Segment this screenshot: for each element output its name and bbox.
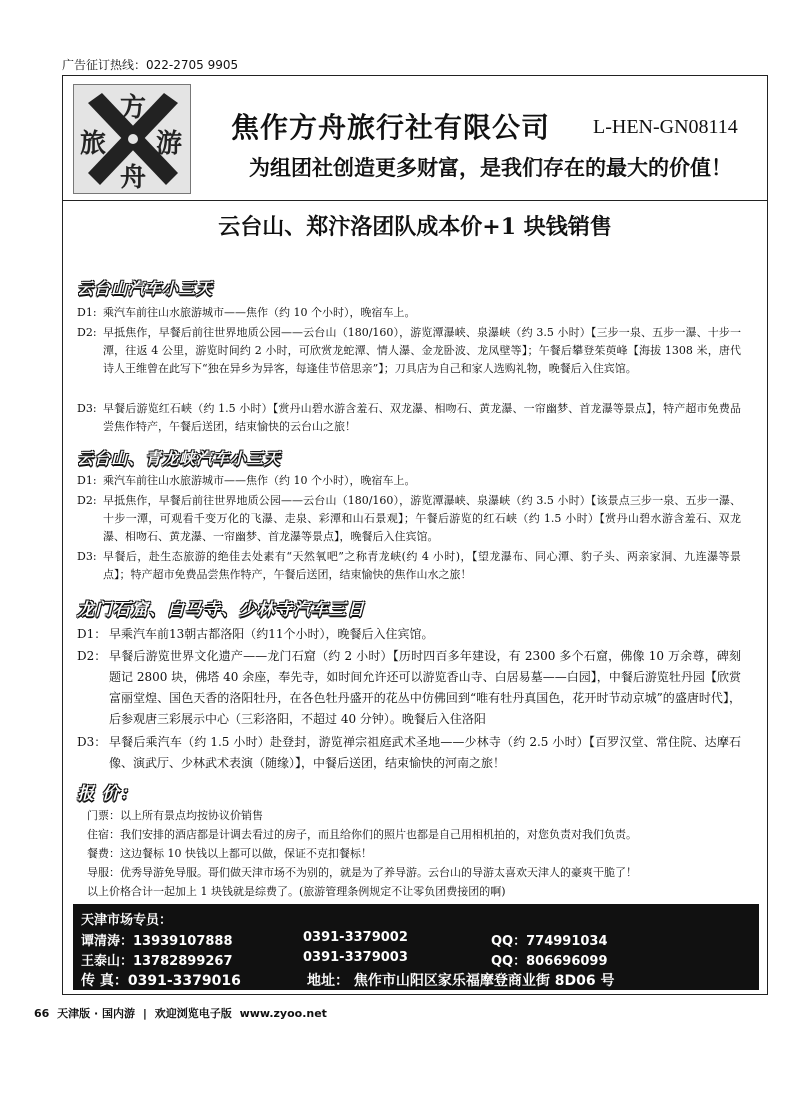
day-text: 早抵焦作，早餐后前往世界地质公园——云台山（180/160），游览潭瀑峡、泉瀑峡（约 3.5 小时）【该景点三步一泉、五步一瀑、十步一潭，可观看千变万化的飞瀑、走泉、彩潭和山石景观】；午餐后游览的红石峡（约 1.5 小时）【赏丹山碧水游含羞石、双龙瀑、相吻石、黄龙瀑、一帘幽梦、首龙瀑等景点】，晚餐后入住宾馆。 — [103, 494, 741, 543]
day-text: 早乘汽车前13朝古都洛阳（约11个小时），晚餐后入住宾馆。 — [109, 627, 434, 641]
price-notes — [87, 806, 747, 901]
day-text: 早餐后游览红石峡（约 1.5 小时）【赏丹山碧水游含羞石、双龙瀑、相吻石、黄龙瀑、一帘幽梦、首龙瀑等景点】，特产超市免费品尝焦作特产，午餐后送团，结束愉快的云台山之旅！ — [103, 402, 741, 433]
contact-phone: 0391-3379002 — [303, 930, 408, 945]
section-title-yuntai-qinglong: 云台山、青龙峡汽车小三天 — [77, 449, 282, 468]
itinerary-day — [77, 492, 741, 546]
page-footer — [34, 1005, 331, 1021]
company-name: 焦作方舟旅行社有限公司 — [231, 111, 551, 144]
footer-divider: | — [142, 1007, 147, 1020]
logo-char-3: 游 — [156, 129, 183, 159]
logo-char-1: 方 — [120, 93, 147, 123]
day-label: D1: — [77, 474, 97, 487]
price-line: 以上价格合计一起加上 1 块钱就是综费了。(旅游管理条例规定不让零负团费接团的啊) — [87, 885, 506, 898]
day-label: D3： — [77, 735, 107, 749]
contact-row — [81, 930, 751, 950]
advertisement-frame — [62, 75, 768, 995]
contact-title: 天津市场专员： — [81, 913, 173, 928]
section-title-longmen: 龙门石窟、白马寺、少林寺汽车三日 — [77, 600, 365, 620]
day-label: D1： — [77, 627, 107, 641]
day-text: 早餐后，赴生态旅游的绝佳去处素有“天然氧吧”之称青龙峡(约 4 小时)，【望龙瀑布、同心潭、豹子头、两亲家洞、九连瀑等景点】；特产超市免费品尝焦作特产，午餐后送团，结束愉快的焦作山水之旅！ — [103, 550, 741, 581]
contact-row — [81, 950, 751, 970]
page-number: 66 — [34, 1007, 50, 1020]
day-label: D3: — [77, 402, 97, 415]
itinerary-day — [77, 400, 741, 436]
price-line: 导服：优秀导游免导服。哥们做天津市场不为别的，就是为了养导游。云台山的导游太喜欢天津人的豪爽干脆了！ — [87, 866, 637, 879]
footer-tagline: 欢迎浏览电子版 — [154, 1007, 232, 1020]
company-slogan: 为组团社创造更多财富，是我们存在的最大的价值！ — [249, 155, 732, 180]
day-text: 乘汽车前往山水旅游城市——焦作（约 10 个小时），晚宿车上。 — [103, 306, 416, 319]
day-label: D2: — [77, 494, 97, 507]
day-text: 早抵焦作，早餐后前往世界地质公园——云台山（180/160），游览潭瀑峡、泉瀑峡（约 3.5 小时）【三步一泉、五步一瀑、十步一潭，往返 4 公里，游览时间约 2 小时，可欣赏龙蛇潭、情人瀑、金龙卧波、龙凤壁等】；午餐后攀登茱萸峰【海拔 1308 米，唐代诗人王维曾在此写下“独在异乡为异客，每逢佳节倍思亲”】；刀具店为自己和家人选购礼物，晚餐后入住宾馆。 — [103, 326, 741, 375]
day-label: D3: — [77, 550, 97, 563]
contact-phone: 0391-3379003 — [303, 950, 408, 965]
logo-char-2: 旅 — [80, 129, 107, 159]
itinerary-day — [77, 732, 741, 774]
company-header — [63, 76, 767, 201]
contact-qq: QQ：806696099 — [491, 954, 608, 969]
contact-row — [81, 970, 751, 990]
price-line: 餐费：这边餐标 10 快钱以上都可以做，保证不克扣餐标！ — [87, 847, 372, 860]
itinerary-day — [77, 646, 741, 730]
contact-qq: QQ：774991034 — [491, 934, 608, 949]
itinerary-day — [77, 324, 741, 378]
contact-name-mobile: 王泰山：13782899267 — [81, 954, 233, 969]
contact-bar — [73, 904, 759, 990]
section-title-yuntai: 云台山汽车小三天 — [77, 279, 214, 298]
contact-name-mobile: 谭清涛：13939107888 — [81, 934, 233, 949]
promo-headline: 云台山、郑汴洛团队成本价+1 块钱销售 — [218, 214, 612, 240]
website-link[interactable]: www.zyoo.net — [239, 1007, 327, 1020]
company-logo — [73, 84, 191, 194]
itinerary-day — [77, 472, 741, 490]
day-label: D2: — [77, 326, 97, 339]
edition-label: 天津版 · 国内游 — [57, 1007, 135, 1020]
fax-number: 传 真：0391-3379016 — [81, 973, 241, 989]
day-text: 乘汽车前往山水旅游城市——焦作（约 10 个小时），晚宿车上。 — [103, 474, 416, 487]
itinerary-day — [77, 624, 741, 645]
ad-hotline: 广告征订热线：022-2705 9905 — [62, 58, 239, 72]
company-address: 地址： 焦作市山阳区家乐福摩登商业街 8D06 号 — [307, 973, 615, 989]
day-text: 早餐后乘汽车（约 1.5 小时）赴登封，游览禅宗祖庭武术圣地——少林寺（约 2.5 小时）【百罗汉堂、常住院、达摩石像、演武厅、少林武术表演（随缘）】，中餐后送团，结束愉快的河南之旅！ — [109, 735, 741, 770]
itinerary-day — [77, 548, 741, 584]
day-label: D1: — [77, 306, 97, 319]
price-line: 住宿：我们安排的酒店都是计调去看过的房子，而且给你们的照片也都是自己用相机拍的，对您负责对我们负责。 — [87, 828, 637, 841]
price-line: 门票：以上所有景点均按协议价销售 — [87, 809, 263, 822]
license-code: L-HEN-GN08114 — [593, 116, 738, 138]
day-text: 早餐后游览世界文化遗产——龙门石窟（约 2 小时）【历时四百多年建设，有 2300 多个石窟，佛像 10 万余尊，碑刻题记 2800 块，佛塔 40 余座，奉先寺，如时间允许还可以游览香山寺、白居易墓——白园】，中餐后游览牡丹园【欣赏富丽堂煌、国色天香的洛阳牡丹，在各色牡丹盛开的花丛中仿佛回到“唯有牡丹真国色，花开时节动京城”的盛唐时代】，后参观唐三彩展示中心（三彩洛阳，不超过 40 分钟）。晚餐后入住洛阳 — [109, 649, 741, 726]
itinerary-day — [77, 304, 741, 322]
price-title: 报 价： — [77, 784, 138, 804]
logo-char-4: 舟 — [120, 163, 147, 193]
day-label: D2： — [77, 649, 107, 663]
